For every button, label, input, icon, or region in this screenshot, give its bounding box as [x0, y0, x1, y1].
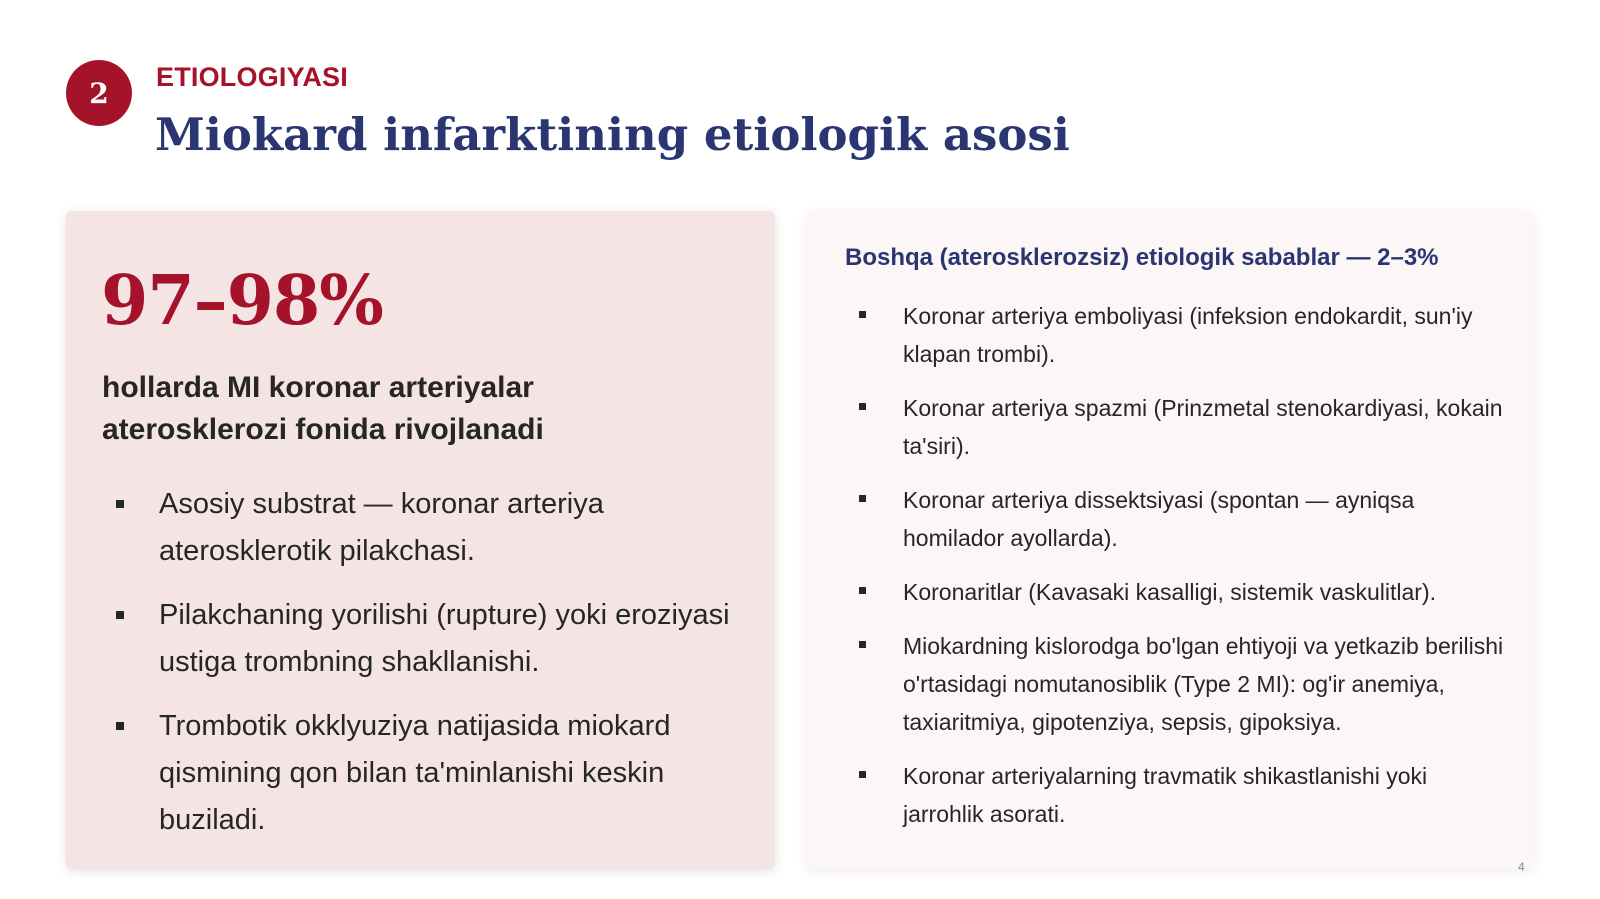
square-bullet-icon: [859, 403, 866, 410]
square-bullet-icon: [859, 641, 866, 648]
list-item-text: Miokardning kislorodga bo'lgan ehtiyoji va yetkazib berilishi o'rtasidagi nomutanosiblik (Type 2 MI): og'ir anemiya, taxiaritmiya, gipotenziya, sepsis, gipoksiya.: [903, 633, 1504, 735]
list-item: [845, 481, 1505, 557]
square-bullet-icon: [859, 495, 866, 502]
square-bullet-icon: [116, 500, 124, 508]
square-bullet-icon: [859, 771, 866, 778]
list-item-text: Trombotik okklyuziya natijasida miokard qismining qon bilan ta'minlanishi keskin buziladi.: [159, 710, 671, 836]
primary-cause-list: [101, 481, 741, 861]
list-item: [845, 297, 1505, 373]
other-causes-heading: Boshqa (aterosklerozsiz) etiologik sabablar — 2–3%: [845, 244, 1439, 271]
percentage-stat: 97–98%: [101, 261, 383, 341]
list-item: [101, 703, 741, 844]
square-bullet-icon: [859, 311, 866, 318]
list-item-text: Pilakchaning yorilishi (rupture) yoki eroziyasi ustiga trombning shakllanishi.: [159, 599, 730, 678]
list-item-text: Asosiy substrat — koronar arteriya aterosklerotik pilakchasi.: [159, 488, 604, 567]
primary-cause-card: [66, 211, 775, 869]
list-item: [101, 481, 741, 575]
list-item: [845, 757, 1505, 833]
page-number: 4: [1518, 860, 1525, 874]
list-item-text: Koronar arteriya dissektsiyasi (spontan — ayniqsa homilador ayollarda).: [903, 487, 1415, 551]
other-causes-card: [807, 211, 1534, 869]
other-causes-list: [845, 297, 1505, 849]
list-item: [845, 573, 1505, 611]
list-item-text: Koronaritlar (Kavasaki kasalligi, sistemik vaskulitlar).: [903, 579, 1436, 605]
list-item-text: Koronar arteriya spazmi (Prinzmetal stenokardiyasi, kokain ta'siri).: [903, 395, 1503, 459]
list-item: [845, 627, 1505, 741]
square-bullet-icon: [859, 587, 866, 594]
list-item: [101, 592, 741, 686]
square-bullet-icon: [116, 722, 124, 730]
stat-description: hollarda MI koronar arteriyalar aterosklerozi fonida rivojlanadi: [102, 371, 544, 446]
section-eyebrow: ETIOLOGIYASI: [156, 62, 348, 92]
list-item-text: Koronar arteriyalarning travmatik shikastlanishi yoki jarrohlik asorati.: [903, 763, 1428, 827]
list-item-text: Koronar arteriya emboliyasi (infeksion endokardit, sun'iy klapan trombi).: [903, 303, 1473, 367]
slide-title: Miokard infarktining etiologik asosi: [155, 108, 1070, 161]
list-item: [845, 389, 1505, 465]
section-number-badge: 2: [66, 60, 132, 126]
square-bullet-icon: [116, 611, 124, 619]
